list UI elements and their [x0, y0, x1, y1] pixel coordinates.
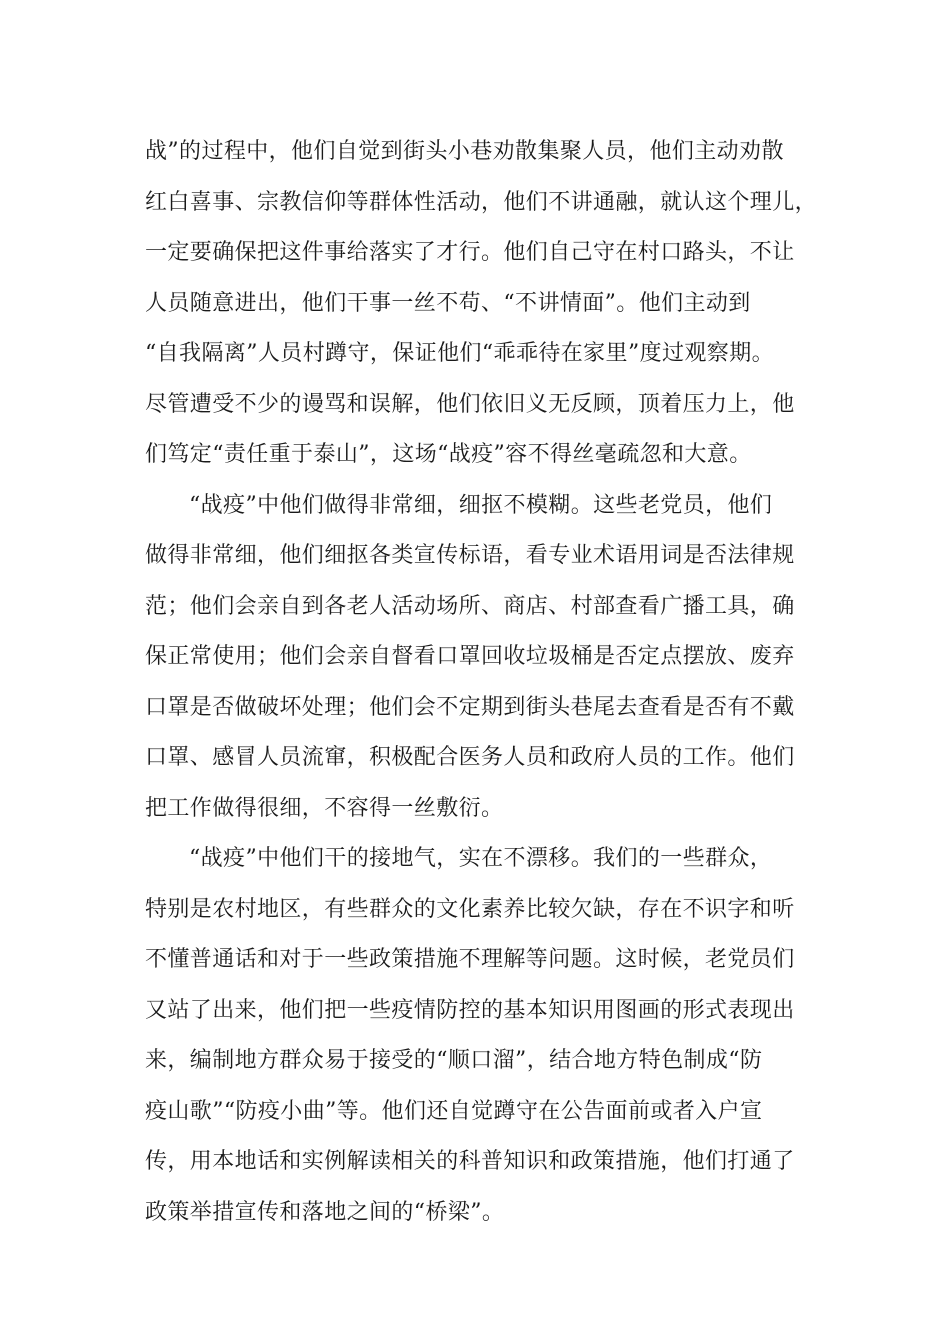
text-line: “自我隔离”人员村蹲守，保证他们“乖乖待在家里”度过观察期。	[145, 341, 774, 366]
text-line: 来，编制地方群众易于接受的“顺口溜”，结合地方特色制成“防	[145, 1048, 763, 1073]
text-line: 特别是农村地区，有些群众的文化素养比较欠缺，存在不识字和听	[145, 896, 795, 922]
document-body	[145, 127, 835, 1238]
text-line: 不懂普通话和对于一些政策措施不理解等问题。这时候，老党员们	[145, 947, 795, 972]
text-line: 做得非常细，他们细抠各类宣传标语，看专业术语用词是否法律规	[145, 543, 795, 568]
text-line: 口罩、感冒人员流窜，积极配合医务人员和政府人员的工作。他们	[145, 745, 795, 770]
paragraph-first-line: “战疫”中他们干的接地气，实在不漂移。我们的一些群众，	[189, 846, 773, 871]
text-line: 红白喜事、宗教信仰等群体性活动，他们不讲通融，就认这个理儿，	[145, 189, 818, 215]
text-line: 范；他们会亲自到各老人活动场所、商店、村部查看广播工具，确	[145, 593, 795, 619]
text-line: 疫山歌”“防疫小曲”等。他们还自觉蹲守在公告面前或者入户宣	[145, 1098, 763, 1124]
text-line: 们笃定“责任重于泰山”，这场“战疫”容不得丝毫疏忽和大意。	[145, 442, 752, 467]
text-line: 人员随意进出，他们干事一丝不苟、“不讲情面”。他们主动到	[145, 290, 751, 316]
text-line: 尽管遭受不少的谩骂和误解，他们依旧义无反顾，顶着压力上，他	[145, 391, 795, 417]
text-line: 战”的过程中，他们自觉到街头小巷劝散集聚人员，他们主动劝散	[145, 139, 784, 164]
text-line: 保正常使用；他们会亲自督看口罩回收垃圾桶是否定点摆放、废弃	[145, 644, 795, 669]
text-line: 一定要确保把这件事给落实了才行。他们自己守在村口路头，不让	[145, 240, 795, 265]
text-line: 传，用本地话和实例解读相关的科普知识和政策措施，他们打通了	[145, 1149, 795, 1174]
text-line: 又站了出来，他们把一些疫情防控的基本知识用图画的形式表现出	[145, 997, 795, 1023]
text-line: 政策举措宣传和落地之间的“桥梁”。	[145, 1199, 505, 1225]
text-line: 把工作做得很细，不容得一丝敷衍。	[145, 795, 504, 821]
paragraph-first-line: “战疫”中他们做得非常细，细抠不模糊。这些老党员，他们	[189, 492, 773, 518]
text-line: 口罩是否做破坏处理；他们会不定期到街头巷尾去查看是否有不戴	[145, 694, 795, 720]
